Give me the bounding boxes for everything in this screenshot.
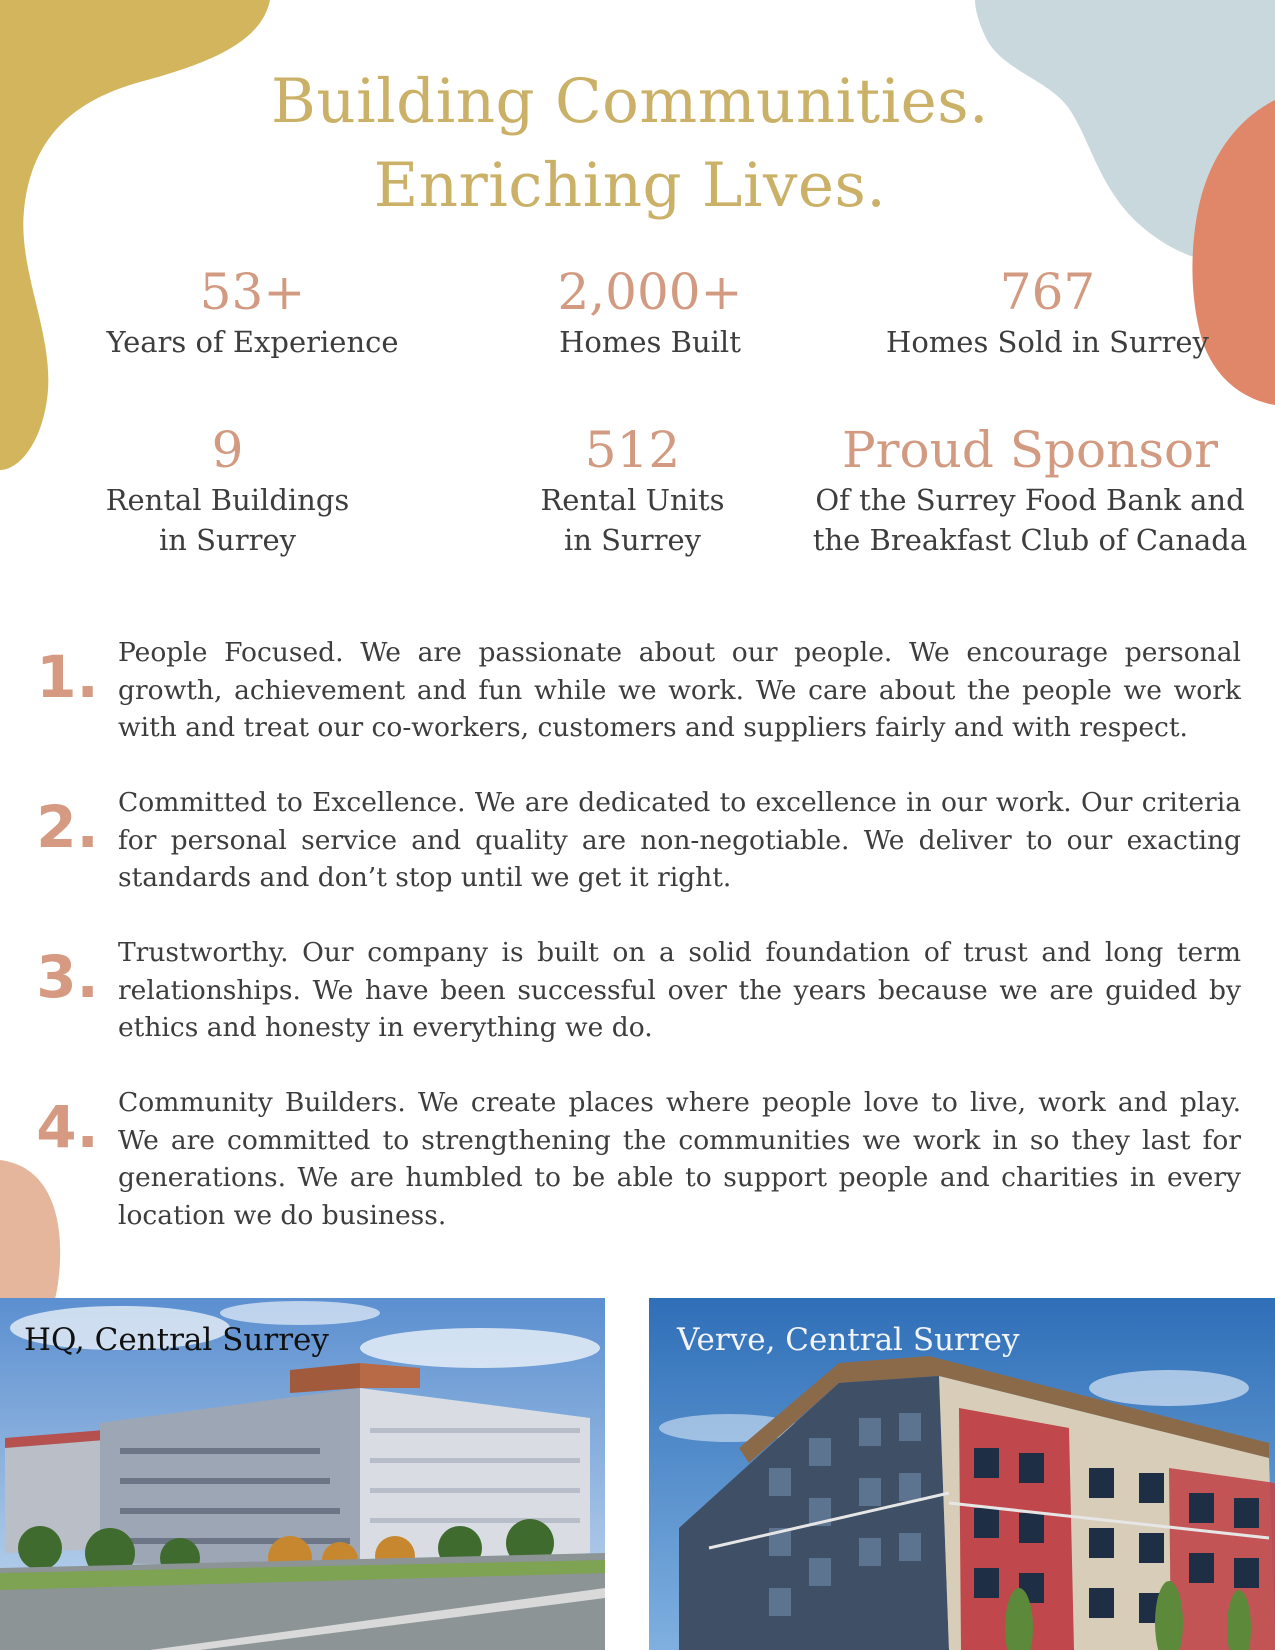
stat-number: 2,000+ [557,263,743,321]
value-number-1: 1. [36,643,99,711]
stat-label: Homes Built [559,325,741,359]
photo-caption: HQ, Central Surrey [24,1322,329,1358]
stat-homes-sold [860,262,1235,362]
value-number-4: 4. [36,1093,99,1161]
headline-line-2: Enriching Lives. [373,150,887,221]
value-number-3: 3. [36,943,99,1011]
stat-label-line-2: the Breakfast Club of Canada [812,523,1248,557]
stat-number: 53+ [199,263,306,321]
photo-verve-central-surrey [649,1298,1275,1650]
stat-label-line-1: Rental Units [540,483,725,517]
stat-label: Homes Sold in Surrey [886,325,1209,359]
stat-label-line-1: Of the Surrey Food Bank and [815,483,1245,517]
stat-homes-built [500,262,800,362]
stat-label: Years of Experience [106,325,399,359]
value-paragraph-4: Community Builders. We create places where people love to live, work and play. We are committed to strengthening the communities we work in so they last for generations. We are humbled to be able to support people and charities in every location we do business. [118,1087,1241,1231]
stat-label-line-2: in Surrey [564,523,701,557]
stat-label-line-2: in Surrey [159,523,296,557]
photo-hq-central-surrey [0,1298,605,1650]
stat-proud-sponsor [795,420,1265,560]
stat-years-experience [80,262,425,362]
value-paragraph-2: Committed to Excellence. We are dedicated to excellence in our work. Our criteria for personal service and quality are non-negotiable. We deliver to our exacting standards and don’t stop until we get it right. [118,787,1241,893]
stat-number: 512 [584,421,681,479]
value-number-2: 2. [36,793,99,861]
photo-caption: Verve, Central Surrey [677,1322,1020,1358]
headline-line-1: Building Communities. [271,66,989,137]
stat-number: 767 [999,263,1096,321]
stat-label-line-1: Rental Buildings [105,483,350,517]
stat-rental-units [500,420,765,560]
stat-number: 9 [211,421,244,479]
headline [240,60,1020,228]
value-paragraph-3: Trustworthy. Our company is built on a solid foundation of trust and long term relationships. We have been successful over the years because we are guided by ethics and honesty in everything we do. [118,937,1241,1043]
terracotta-blob-decoration [1190,100,1275,410]
stat-rental-buildings [80,420,375,560]
stat-number: Proud Sponsor [842,421,1218,479]
gold-blob-decoration [0,0,280,480]
value-paragraph-1: People Focused. We are passionate about our people. We encourage personal growth, achievement and fun while we work. We care about the people we work with and treat our co-workers, customers and suppliers fairly and with respect. [118,637,1241,743]
